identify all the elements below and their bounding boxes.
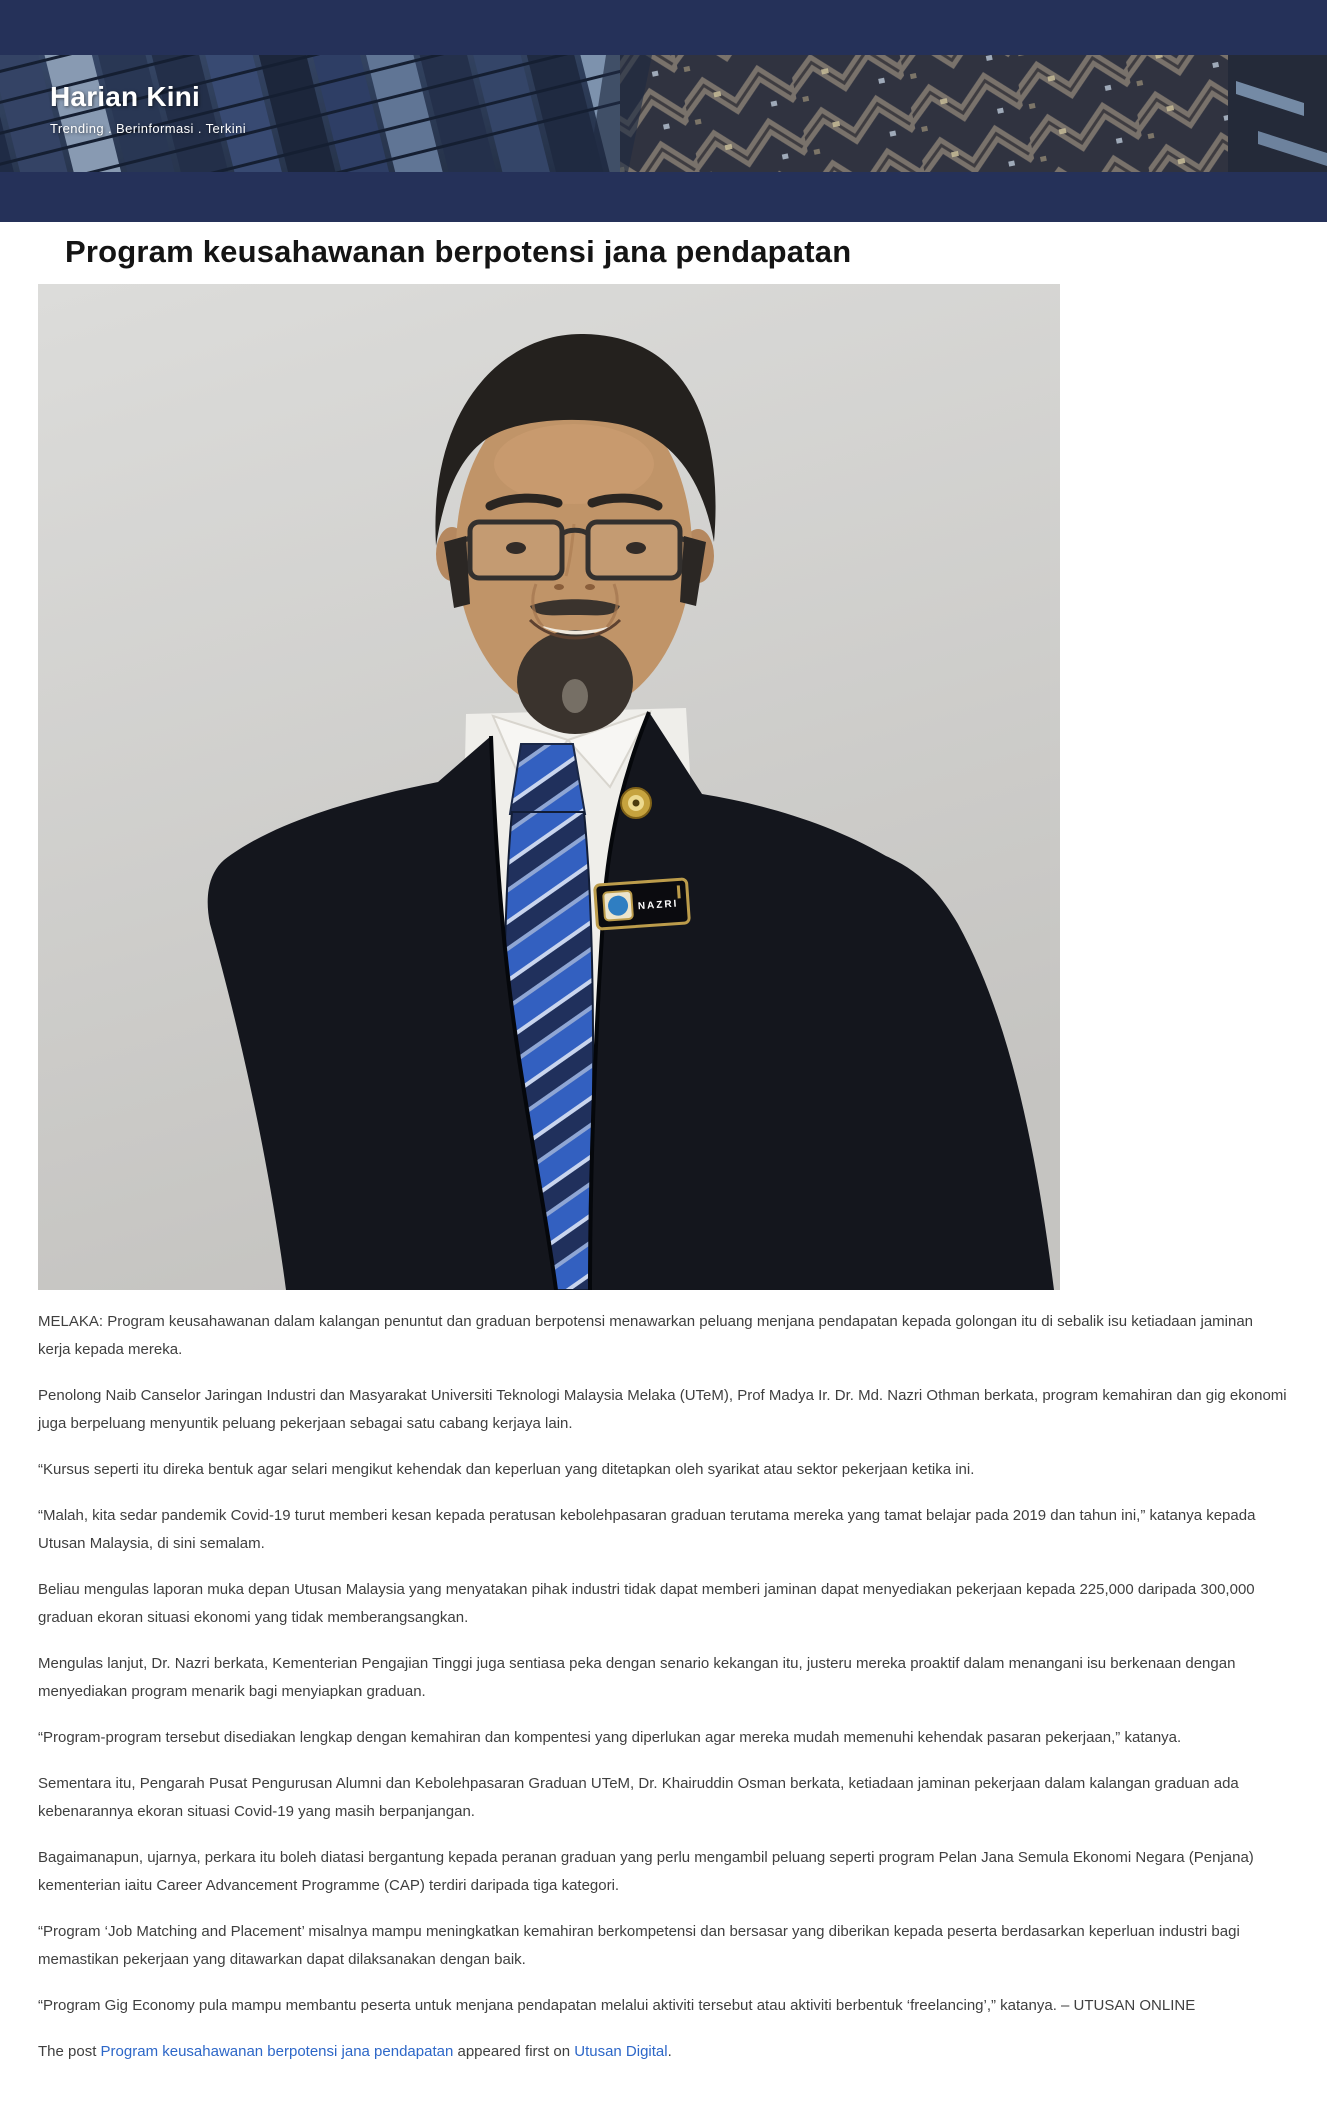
article-paragraph: Bagaimanapun, ujarnya, perkara itu boleh diatasi bergantung kepada peranan graduan yang perlu mengambil peluang seperti program Pelan Jana Semula Ekonomi Negara (Penjana) kementerian iaitu Career Advancement Programme (CAP) terdiri daripada tiga kategori.: [38, 1849, 1254, 1894]
article-paragraph: “Malah, kita sedar pandemik Covid-19 turut memberi kesan kepada peratusan kebolehpasaran graduan terutama mereka yang tamat belajar pada 2019 dan tahun ini,” katanya kepada Utusan Malaysia, di sini semalam.: [38, 1507, 1256, 1552]
article-paragraph: “Kursus seperti itu direka bentuk agar selari mengikut kehendak dan keperluan yang ditetapkan oleh syarikat atau sektor pekerjaan ketika ini.: [38, 1461, 975, 1478]
footer-suffix: .: [667, 2043, 672, 2060]
article-body: [38, 1308, 1289, 2020]
portrait-image: [38, 284, 1060, 1290]
post-footer: [38, 2038, 1289, 2066]
article-title: Program keusahawanan berpotensi jana pendapatan: [65, 234, 852, 269]
article-photo: [38, 284, 1060, 1290]
footer-middle: appeared first on: [453, 2043, 575, 2060]
lower-navy-bar: [0, 172, 1327, 222]
site-title[interactable]: Harian Kini: [50, 81, 201, 112]
article-paragraph: Penolong Naib Canselor Jaringan Industri dan Masyarakat Universiti Teknologi Malaysia Melaka (UTeM), Prof Madya Ir. Dr. Md. Nazri Othman berkata, program kemahiran dan gig ekonomi juga berpeluang menyuntik peluang pekerjaan sebagai satu cabang kerjaya lain.: [38, 1387, 1287, 1432]
name-badge: [595, 879, 690, 929]
article-paragraph: “Program-program tersebut disediakan lengkap dengan kemahiran dan kompentesi yang diperlukan agar mereka mudah memenuhi kehendak pasaran pekerjaan,” katanya.: [38, 1729, 1182, 1746]
article: [0, 234, 1327, 2102]
article-paragraph: “Program Gig Economy pula mampu membantu peserta untuk menjana pendapatan melalui aktiviti tersebut atau aktiviti berbentuk ‘freelancing’,” katanya. – UTUSAN ONLINE: [38, 1997, 1196, 2014]
top-navy-bar: [0, 0, 1327, 55]
brand-block: [50, 81, 246, 136]
site-header: [0, 0, 1327, 222]
article-paragraph: Beliau mengulas laporan muka depan Utusan Malaysia yang menyatakan pihak industri tidak dapat memberi jaminan dapat menyediakan pekerjaan kepada 225,000 daripada 300,000 graduan ekoran situasi ekonomi yang tidak memberangsangkan.: [38, 1581, 1255, 1626]
footer-prefix: The post: [38, 2043, 101, 2060]
source-site-link[interactable]: Utusan Digital: [574, 2043, 668, 2060]
badge-text: NAZRI: [637, 898, 679, 913]
post-title-link[interactable]: Program keusahawanan berpotensi jana pendapatan: [100, 2043, 454, 2060]
article-paragraph: MELAKA: Program keusahawanan dalam kalangan penuntut dan graduan berpotensi menawarkan peluang menjana pendapatan kepada golongan itu di sebalik isu ketiadaan jaminan kerja kepada mereka.: [38, 1313, 1254, 1358]
banner: [0, 55, 1327, 172]
article-paragraph: Mengulas lanjut, Dr. Nazri berkata, Kementerian Pengajian Tinggi juga sentiasa peka dengan senario kekangan itu, justeru mereka proaktif dalam menangani isu berkenaan dengan menyediakan program menarik bagi menyiapkan graduan.: [38, 1655, 1236, 1700]
article-paragraph: “Program ‘Job Matching and Placement’ misalnya mampu meningkatkan kemahiran berkompetensi dan bersasar yang diberikan kepada peserta berdasarkan keperluan industri bagi memastikan pekerjaan yang ditawarkan dapat dilaksanakan dengan baik.: [38, 1923, 1240, 1968]
site-tagline: Trending . Berinformasi . Terkini: [50, 121, 246, 136]
article-paragraph: Sementara itu, Pengarah Pusat Pengurusan Alumni dan Kebolehpasaran Graduan UTeM, Dr. Khairuddin Osman berkata, ketiadaan jaminan pekerjaan dalam kalangan graduan ada kebenarannya ekoran situasi Covid-19 yang masih berpanjangan.: [38, 1775, 1239, 1820]
